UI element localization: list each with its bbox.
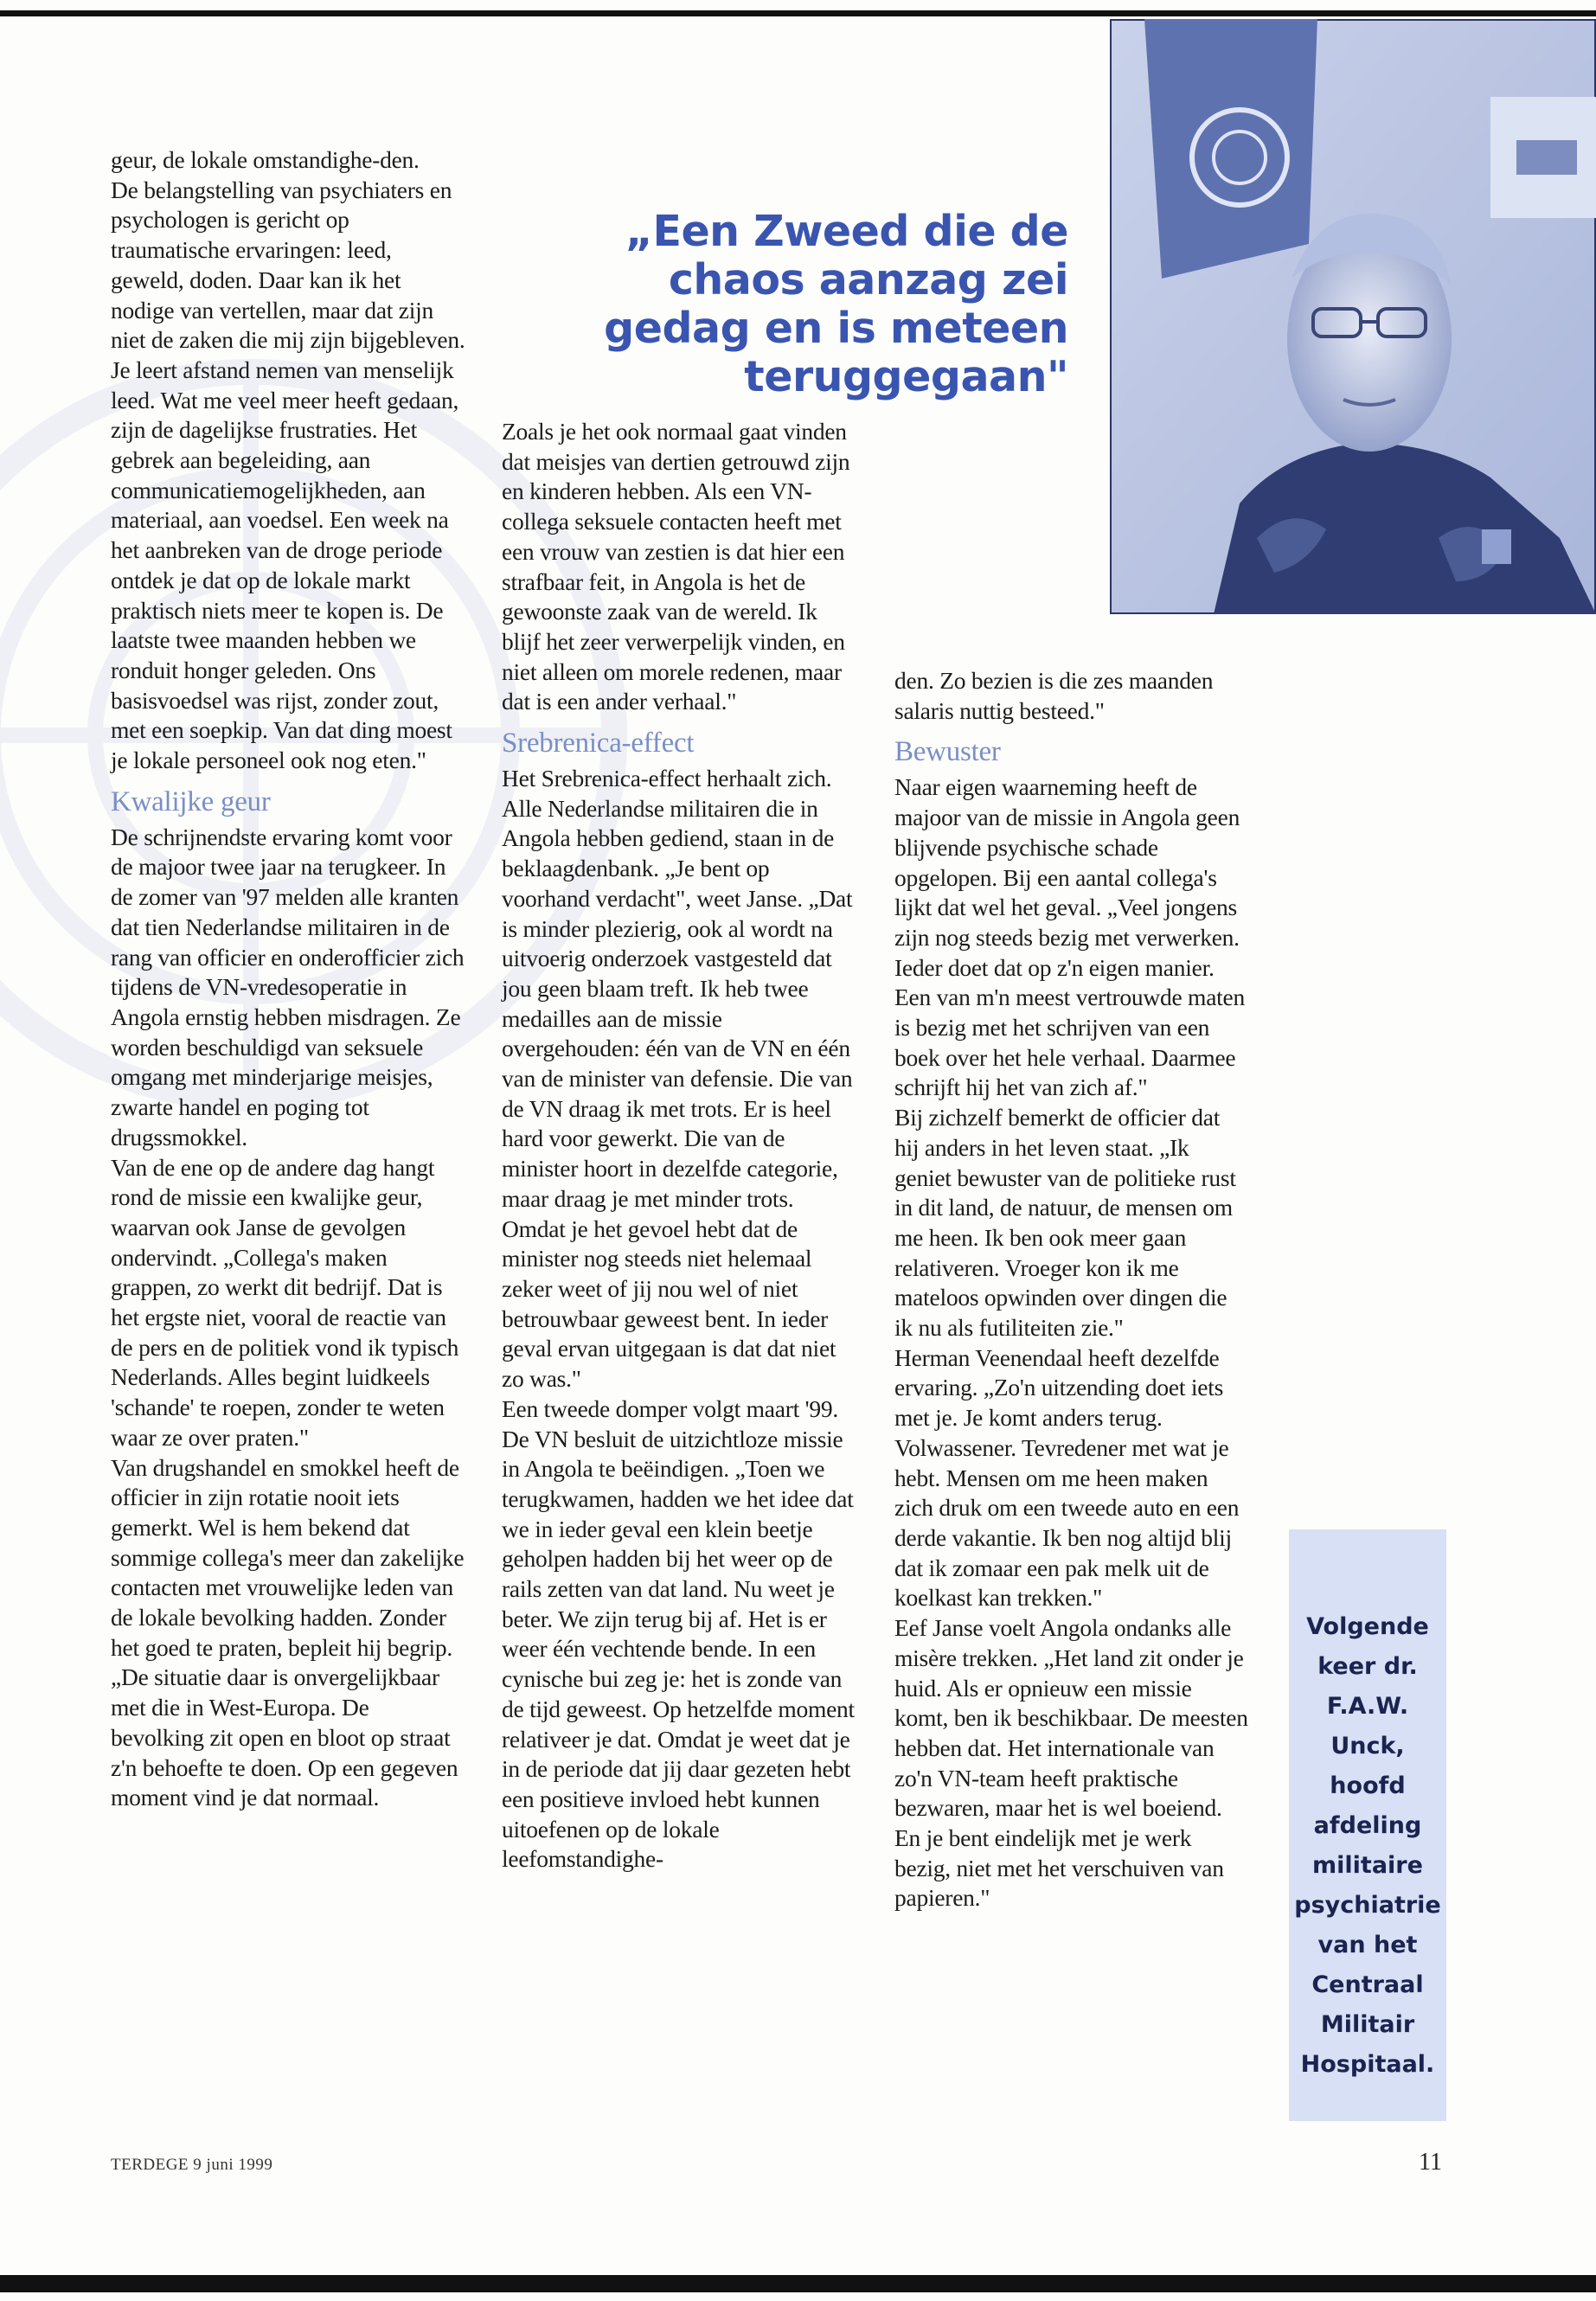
- paragraph: De belangstelling van psychiaters en psychologen is gericht op traumatische ervaringen: leed, geweld, doden. Daar kan ik het nodige van vertellen, maar dat zijn niet de zaken die mij zijn bijgebleven. Je leert afstand nemen van menselijk leed. Wat me veel meer heeft gedaan, zijn de dagelijkse frustraties. Het gebrek aan begeleiding, aan communicatiemogelijkheden, aan materiaal, aan voedsel. Een week na het aanbreken van de droge periode ontdek je dat op de lokale markt praktisch niets meer te kopen is. De laatste twee maanden hebben we ronduit honger geleden. Ons basisvoedsel was rijst, zonder zout, met een soepkip. Van dat ding moest je lokale personeel ook nog eten.": [111, 176, 465, 774]
- paragraph: geur, de lokale omstandighe-den.: [111, 146, 420, 173]
- publication-footer: TERDEGE 9 juni 1999: [111, 2156, 273, 2174]
- article-column-2: [502, 417, 856, 1875]
- paragraph: Bij zichzelf bemerkt de officier dat hij anders in het leven staat. „Ik geniet bewuster van de politieke rust in dit land, de natuur, de mensen om me heen. Ik ben ook meer gaan relativeren. Vroeger kon ik me mateloos opwinden over dingen die ik nu als futiliteiten zie.": [894, 1104, 1236, 1342]
- pull-quote: „Een Zweed die de chaos aanzag zei gedag en is meteen teruggegaan": [604, 207, 1068, 401]
- article-column-3: [894, 666, 1249, 1913]
- paragraph: Een tweede domper volgt maart '99. De VN besluit de uitzichtloze missie in Angola te beëindigen. „Toen we terugkwamen, hadden we het idee dat we in ieder geval een klein beetje geholpen hadden bij het weer op de rails zetten van dat land. Nu weet je beter. We zijn terug bij af. Het is er weer één vechtende bende. In een cynische bui zeg je: het is zonde van de tijd geweest. Op hetzelfde moment relativeer je dat. Omdat je weet dat je in de periode dat jij daar gezeten hebt een positieve invloed hebt kunnen uitoefenen op de lokale leefomstandighe-: [502, 1394, 855, 1873]
- paragraph: Van de ene op de andere dag hangt rond de missie een kwalijke geur, waarvan ook Janse de gevolgen ondervindt. „Collega's maken grappen, zo werkt dit bedrijf. Dat is het ergste niet, vooral de reactie van de pers en de politiek vond ik typisch Nederlands. Alles begint luidkeels 'schande' te roepen, zonder te weten waar ze over praten.": [111, 1153, 459, 1451]
- paragraph: Het Srebrenica-effect herhaalt zich. Alle Nederlandse militairen die in Angola hebben gediend, staan in de beklaagdenbank. „Je bent op voorhand verdacht", weet Janse. „Dat is minder plezierig, ook al wordt na uitvoerig onderzoek vastgesteld dat jou geen blaam treft. Ik heb twee medailles aan de missie overgehouden: één van de VN en één van de minister van defensie. Die van de VN draag ik met trots. Er is heel hard voor gewerkt. Die van de minister hoort in dezelfde categorie, maar draag je met minder trots. Omdat je het gevoel hebt dat de minister nog steeds niet helemaal zeker weet of jij nou wel of niet betrouwbaar geweest bent. In ieder geval ervan uitgegaan is dat dat niet zo was.": [502, 765, 853, 1393]
- paragraph: Naar eigen waarneming heeft de majoor van de missie in Angola geen blijvende psychische schade opgelopen. Bij een aantal collega's lijkt dat wel het geval. „Veel jongens zijn nog steeds bezig met verwerken. Ieder doet dat op z'n eigen manier. Een van m'n meest vertrouwde maten is bezig met het schrijven van een boek over het hele verhaal. Daarmee schrijft hij het van zich af.": [894, 773, 1245, 1101]
- bottom-border-rule: [0, 2275, 1596, 2292]
- paragraph: De schrijnendste ervaring komt voor de majoor twee jaar na terugkeer. In de zomer van '97 melden alle kranten dat tien Nederlandse militairen in de rang van officier en onderofficier zich tijdens de VN-vredesoperatie in Angola ernstig hebben misdragen. Ze worden beschuldigd van seksuele omgang met minderjarige meisjes, zwarte handel en poging tot drugssmokkel.: [111, 823, 465, 1150]
- subheading-kwalijke-geur: Kwalijke geur: [111, 785, 271, 817]
- article-column-1: [111, 145, 465, 1813]
- paragraph: Van drugshandel en smokkel heeft de officier in zijn rotatie nooit iets gemerkt. Wel is hem bekend dat sommige collega's meer dan zakelijke contacten met vrouwelijke leden van de lokale bevolking hadden. Zonder het goed te praten, bepleit hij begrip. „De situatie daar is onvergelijkbaar met die in West-Europa. De bevolking zit open en bloot op straat z'n behoefte te doen. Op een gegeven moment vind je dat normaal.: [111, 1453, 465, 1811]
- next-issue-text: Volgende keer dr. F.A.W. Unck, hoofd afdeling militaire psychiatrie van het Centraal Militair Hospitaal.: [1294, 1613, 1441, 2078]
- subheading-bewuster: Bewuster: [894, 736, 1001, 768]
- paragraph: Zoals je het ook normaal gaat vinden dat meisjes van dertien getrouwd zijn en kinderen hebben. Als een VN-collega seksuele contacten heeft met een vrouw van zestien is dat hier een strafbaar feit, in Angola is het de gewoonste zaak van de wereld. Ik blijf het zeer verwerpelijk vinden, en niet alleen om morele redenen, maar dat is een ander verhaal.": [502, 418, 850, 715]
- page-number: 11: [1419, 2149, 1442, 2176]
- top-border-rule: [0, 10, 1596, 16]
- paragraph: Herman Veenendaal heeft dezelfde ervaring. „Zo'n uitzending doet iets met je. Je komt anders terug. Volwassener. Tevredener met wat je hebt. Mensen om me heen maken zich druk om een tweede auto en een derde vakantie. Ik ben nog altijd blij dat ik zomaar een pak melk uit de koelkast kan trekken.": [894, 1343, 1240, 1612]
- paragraph: Eef Janse voelt Angola ondanks alle misère trekken. „Het land zit onder je huid. Als er opnieuw een missie komt, ben ik beschikbaar. De meesten hebben dat. Het internationale van zo'n VN-team heeft praktische bezwaren, maar het is wel boeiend. En je bent eindelijk met je werk bezig, niet met het verschuiven van papieren.": [894, 1614, 1248, 1912]
- officer-portrait-photo: [1110, 19, 1596, 614]
- un-flag: [1144, 19, 1317, 279]
- subheading-srebrenica-effect: Srebrenica-effect: [502, 727, 695, 760]
- paragraph: den. Zo bezien is die zes maanden salaris nuttig besteed.": [894, 667, 1214, 724]
